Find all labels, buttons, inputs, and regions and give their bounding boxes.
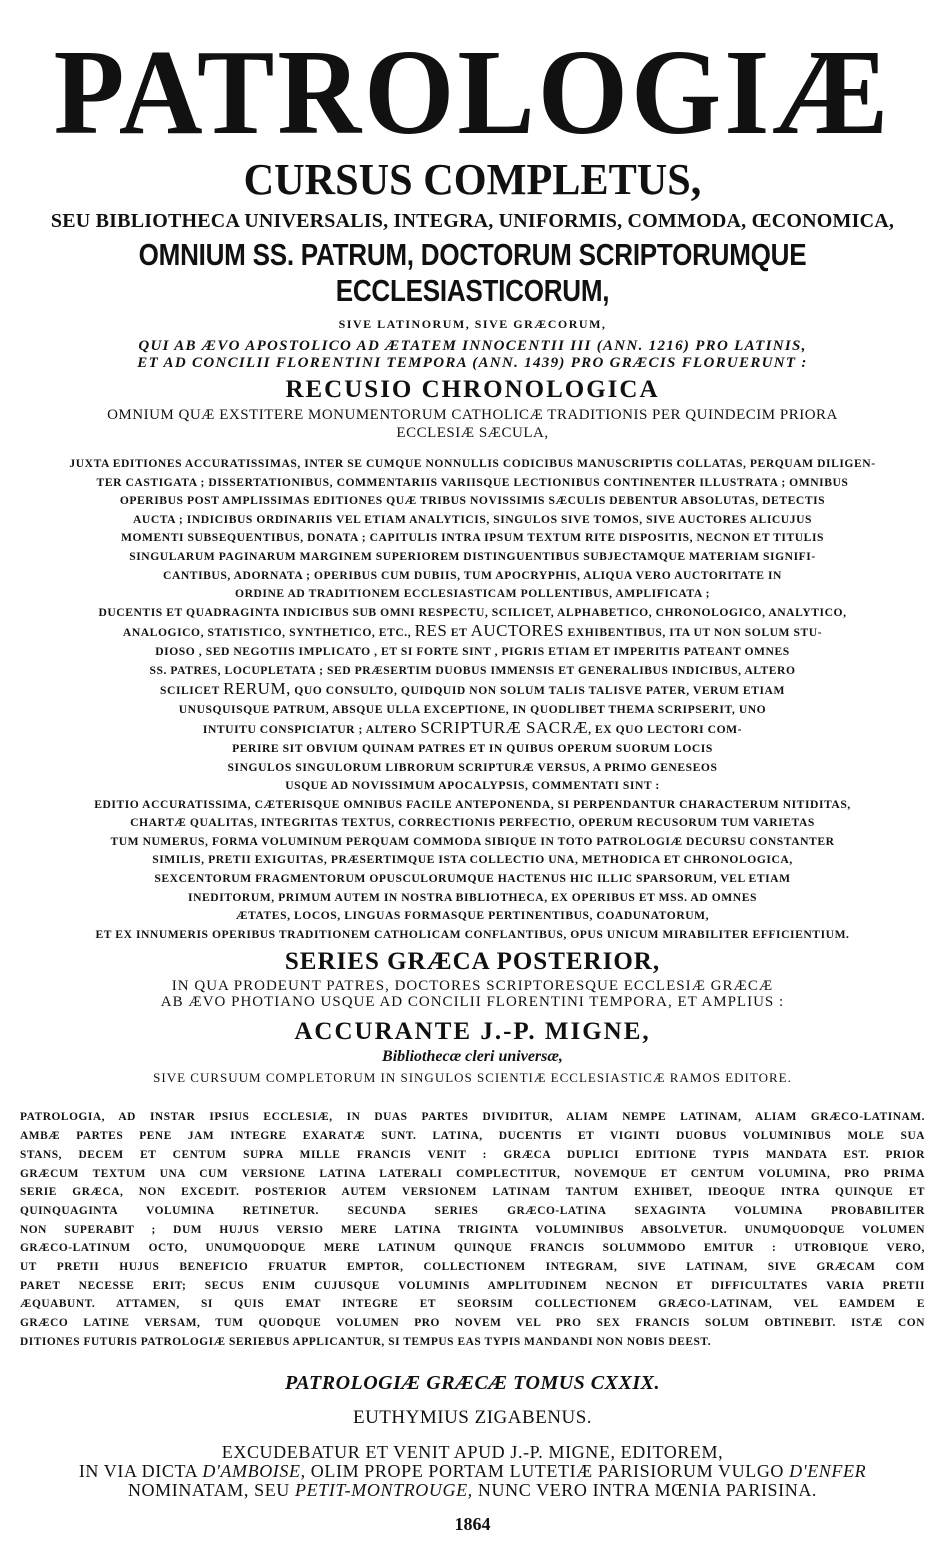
notice-line: UT PRETII HUJUS BENEFICIO FRUATUR EMPTOR, COLLECTIONEM INTEGRAM, SIVE LATINAM, SIVE GRÆCAM COM [20, 1261, 925, 1274]
scripturae-sacrae-emphasis: SCRIPTURÆ SACRÆ [420, 718, 589, 738]
iuxta-line: OPERIBUS POST AMPLISSIMAS EDITIONES QUÆ TRIBUS NOVISSIMIS SÆCULIS DEBENTUR ABSOLUTAS, DETECTIS [119, 494, 826, 508]
editio-line: TUM NUMERUS, FORMA VOLUMINUM PERQUAM COMMODA SIBIQUE IN TOTO PATROLOGIÆ DECURSU CONSTANTER [110, 834, 835, 848]
ducentis-line: DIOSO , SED NEGOTIIS IMPLICATO , ET SI FORTE SINT , PIGRIS ETIAM ET IMPERITIS PATEANT OMNES [155, 644, 790, 658]
ducentis-line: UNUSQUISQUE PATRUM, ABSQUE ULLA EXCEPTIONE, IN QUODLIBET THEMA SCRIPSERIT, UNO [178, 702, 767, 716]
iuxta-line: CANTIBUS, ADORNATA ; OPERIBUS CUM DUBIIS, TUM APOCRYPHIS, ALIQUA VERO AUCTORITATE IN [163, 568, 782, 582]
iuxta-line: SINGULARUM PAGINARUM MARGINEM SUPERIOREM DISTINGUENTIBUS SUBJECTAMQUE MATERIAM SIGNIFI- [129, 549, 816, 563]
ducentis-line: INTUITU CONSPICIATUR ; ALTERO SCRIPTURÆ SACRÆ, EX QUO LECTORI COM- [202, 718, 743, 738]
publication-year: 1864 [454, 1513, 491, 1534]
iuxta-line: JUXTA EDITIONES ACCURATISSIMAS, INTER SE CUMQUE NONNULLIS CODICIBUS MANUSCRIPTIS COLLATAS, PERQUAM DILIGEN- [69, 457, 876, 470]
omnium-patrum-line: OMNIUM SS. PATRUM, DOCTORUM SCRIPTORUMQUE ECCLESIASTICORUM, [138, 237, 807, 308]
ducentis-line: SS. PATRES, LOCUPLETATA ; SED PRÆSERTIM DUOBUS IMMENSIS ET GENERALIBUS INDICIBUS, ALTERO [149, 663, 796, 677]
qui-line: QUI AB ÆVO APOSTOLICO AD ÆTATEM INNOCENTII III (ANN. 1216) PRO LATINIS, [138, 338, 807, 354]
in-qua-prodeunt-block [20, 978, 925, 1010]
editio-accuratissima-block [20, 796, 925, 945]
editio-line: INEDITORUM, PRIMUM AUTEM IN NOSTRA BIBLIOTHECA, EX OPERIBUS ET MSS. AD OMNES [188, 890, 757, 904]
ducentis-line: PERIRE SIT OBVIUM QUINAM PATRES ET IN QUIBUS OPERUM SUORUM LOCIS [232, 741, 713, 755]
ducentis-line: USQUE AD NOVISSIMUM APOCALYPSIS, COMMENTATI SINT : [285, 779, 660, 793]
seu-bibliotheca-line: SEU BIBLIOTHECA UNIVERSALIS, INTEGRA, UNIFORMIS, COMMODA, ŒCONOMICA, [50, 210, 895, 232]
recusio-heading: RECUSIO CHRONOLOGICA [285, 376, 660, 403]
inqua-line: IN QUA PRODEUNT PATRES, DOCTORES SCRIPTORESQUE ECCLESIÆ GRÆCÆ [171, 978, 774, 995]
inqua-line: AB ÆVO PHOTIANO USQUE AD CONCILII FLORENTINI TEMPORA, ET AMPLIUS : [160, 994, 785, 1011]
author-name: EUTHYMIUS ZIGABENUS. [352, 1406, 593, 1428]
ducentis-line: DUCENTIS ET QUADRAGINTA INDICIBUS SUB OMNI RESPECTU, SCILICET, ALPHABETICO, CHRONOLOGICO, ANALYTICO, [98, 605, 847, 619]
main-title: PATROLOGIÆ [53, 25, 892, 161]
notice-line: SERIE GRÆCA, NON EXCEDIT. POSTERIOR AUTEM VERSIONEM LATINAM TANTUM EXHIBET, IDEOQUE INTRA QUINQUE ET [20, 1186, 925, 1199]
iuxta-line: ORDINE AD TRADITIONEM ECCLESIASTICAM POLLENTIBUS, AMPLIFICATA ; [235, 587, 710, 601]
editio-line: SIMILIS, PRETII EXIGUITAS, PRÆSERTIMQUE ISTA COLLECTIO UNA, METHODICA ET CHRONOLOGICA, [152, 853, 793, 867]
editio-line: ÆTATES, LOCOS, LINGUAS FORMASQUE PERTINENTIBUS, COADUNATORUM, [235, 909, 710, 923]
series-heading: SERIES GRÆCA POSTERIOR, [284, 948, 661, 976]
bibliotheca-cleri-line: Bibliothecæ cleri universæ, [382, 1048, 563, 1066]
iuxta-line: AUCTA ; INDICIBUS ORDINARIIS VEL ETIAM ANALYTICIS, SINGULOS SIVE TOMOS, SIVE AUCTORES ALICUJUS [132, 512, 812, 526]
notice-line: STANS, DECEM ET CENTUM SUPRA MILLE FRANCIS VENIT : GRÆCA DUPLICI EDITIONE TYPIS MANDATA EST. PRIOR [20, 1148, 925, 1161]
notice-line: GRÆCO LATINE VERSAM, TUM QUODQUE VOLUMEN PRO NOVEM VEL PRO SEX FRANCIS SOLUM OBTINEBIT. ISTÆ CON [20, 1317, 925, 1330]
tomus-heading: PATROLOGIÆ GRÆCÆ TOMUS CXXIX. [285, 1371, 660, 1394]
ducentis-line: ANALOGICO, STATISTICO, SYNTHETICO, ETC., RES ET AUCTORES EXHIBENTIBUS, ITA UT NON SOLUM STU- [122, 621, 823, 641]
auctores-emphasis: AUCTORES [470, 621, 565, 641]
editio-line: SEXCENTORUM FRAGMENTORUM OPUSCULORUMQUE HACTENUS HIC ILLIC SPARSORUM, VEL ETIAM [154, 872, 791, 886]
monumentorum-block [20, 406, 925, 442]
notice-line: GRÆCO-LATINUM OCTO, UNUMQUODQUE MERE LATINUM QUINQUE FRANCIS SOLUMMODO EMITUR : UTROBIQUE VERO, [20, 1242, 925, 1255]
notice-line: DITIONES FUTURIS PATROLOGIÆ SERIEBUS APPLICANTUR, SI TEMPUS EAS TYPIS MANDANDI NON NOBIS DEEST. [20, 1335, 712, 1348]
sive-cursuum-line: SIVE CURSUUM COMPLETORUM IN SINGULOS SCIENTIÆ ECCLESIASTICÆ RAMOS EDITORE. [153, 1070, 792, 1086]
ducentis-indicibus-block [20, 604, 925, 796]
sive-latinorum-line: SIVE LATINORUM, SIVE GRÆCORUM, [338, 317, 607, 331]
iuxta-line: MOMENTI SUBSEQUENTIBUS, DONATA ; CAPITULIS INTRA IPSUM TEXTUM RITE DISPOSITIS, NECNON ET TITULIS [120, 531, 825, 545]
editor-heading: ACCURANTE J.-P. MIGNE, [294, 1018, 651, 1046]
iuxta-editiones-block [20, 455, 925, 604]
notice-line: GRÆCUM TEXTUM UNA CUM VERSIONE LATINA LATERALI COMPLECTITUR, NOVEMQUE ET CENTUM VOLUMINA, PRO PRIMA [20, 1167, 925, 1180]
notice-line: ÆQUABUNT. ATTAMEN, SI QUIS EMAT INTEGRE ET SEORSIM COLLECTIONEM GRÆCO-LATINAM, VEL EAMDEM E [20, 1298, 925, 1311]
editio-line: EDITIO ACCURATISSIMA, CÆTERISQUE OMNIBUS FACILE ANTEPONENDA, SI PERPENDANTUR CHARACTERUM NITIDITAS, [94, 797, 851, 811]
monumentorum-line: OMNIUM QUÆ EXSTITERE MONUMENTORUM CATHOLICÆ TRADITIONIS PER QUINDECIM PRIORA [107, 407, 838, 423]
iuxta-line: TER CASTIGATA ; DISSERTATIONIBUS, COMMENTARIIS VARIISQUE LECTIONIBUS CONTINENTER ILLUSTRATA ; OMNIBUS [96, 475, 849, 489]
imprint-line: NOMINATAM, SEU PETIT-MONTROUGE, NUNC VERO INTRA MŒNIA PARISINA. [127, 1479, 818, 1500]
notice-line: AMBÆ PARTES PENE JAM INTEGRE EXARATÆ SUNT. LATINA, DUCENTIS ET VIGINTI DUOBUS VOLUMINIBUS MOLE SUA [20, 1130, 925, 1143]
monumentorum-line: ECCLESIÆ SÆCULA, [396, 425, 549, 441]
rerum-emphasis: RERUM, [223, 679, 291, 699]
res-emphasis: RES [414, 621, 448, 641]
patrologia-notice-paragraph [20, 1108, 925, 1351]
imprint-block [20, 1443, 925, 1500]
imprint-line: EXCUDEBATUR ET VENIT APUD J.-P. MIGNE, EDITOREM, [221, 1441, 724, 1462]
subtitle-cursus: CURSUS COMPLETUS, [243, 155, 702, 204]
imprint-line: IN VIA DICTA D'AMBOISE, OLIM PROPE PORTAM LUTETIÆ PARISIORUM VULGO D'ENFER [78, 1460, 867, 1481]
qui-ab-aevo-block [20, 338, 925, 372]
ducentis-line: SINGULOS SINGULORUM LIBRORUM SCRIPTURÆ VERSUS, A PRIMO GENESEOS [227, 760, 718, 774]
qui-line: ET AD CONCILII FLORENTINI TEMPORA (ANN. 1439) PRO GRÆCIS FLORUERUNT : [137, 355, 808, 371]
notice-line: PARET NECESSE ERIT; SECUS ENIM CUJUSQUE VOLUMINIS AMPLITUDINEM NECNON ET DIFFICULTATES VARIA PRETII [20, 1279, 925, 1292]
editio-line: CHARTÆ QUALITAS, INTEGRITAS TEXTUS, CORRECTIONIS PERFECTIO, OPERUM RECUSORUM TUM VARIETAS [130, 816, 815, 830]
notice-line: NON SUPERABIT ; DUM HUJUS VERSIO MERE LATINA TRIGINTA VOLUMINIBUS ABSOLVETUR. UNUMQUODQUE VOLUMEN [20, 1223, 925, 1236]
notice-line: PATROLOGIA, AD INSTAR IPSIUS ECCLESIÆ, IN DUAS PARTES DIVIDITUR, ALIAM NEMPE LATINAM, ALIAM GRÆCO-LATINAM. [20, 1111, 925, 1124]
notice-line: QUINQUAGINTA VOLUMINA RETINETUR. SECUNDA SERIES GRÆCO-LATINA SEXAGINTA VOLUMINA PROBABILITER [20, 1204, 925, 1217]
ducentis-line: SCILICET RERUM, QUO CONSULTO, QUIDQUID NON SOLUM TALIS TALISVE PATER, VERUM ETIAM [160, 679, 785, 699]
editio-line: ET EX INNUMERIS OPERIBUS TRADITIONEM CATHOLICAM CONFLANTIBUS, OPUS UNICUM MIRABILITER EFFICIENTIUM. [95, 927, 850, 941]
